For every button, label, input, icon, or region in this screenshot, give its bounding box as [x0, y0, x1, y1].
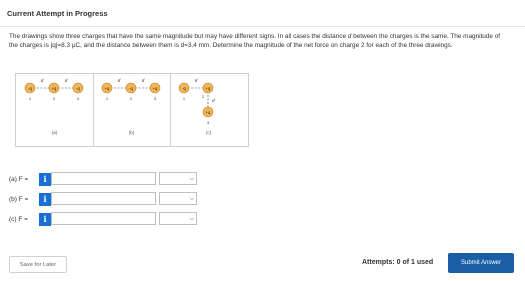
charge-label: +q	[51, 86, 57, 91]
charge-1-c	[179, 83, 189, 93]
panel-label: (c)	[205, 130, 212, 135]
distance-label: d	[117, 78, 121, 83]
attempts-status: Attempts: 0 of 1 used	[362, 259, 434, 266]
answer-label-b: (b) F =	[9, 196, 29, 203]
panel-a	[16, 74, 94, 146]
answer-row-a	[9, 172, 209, 187]
charge-number: 3	[206, 120, 210, 125]
panel-b	[93, 74, 171, 146]
panel-c	[170, 74, 247, 146]
charge-number: 2	[201, 94, 205, 99]
charge-label: +q	[205, 110, 211, 115]
charge-number: 1	[182, 96, 186, 101]
chevron-down-icon: ⌵	[189, 176, 194, 182]
charge-label: +q	[152, 86, 158, 91]
charge-2-b	[126, 83, 136, 93]
charge-label: +q	[104, 86, 110, 91]
distance-label: d	[40, 78, 44, 83]
answer-input-b[interactable]	[51, 192, 156, 205]
submit-answer-button[interactable]: Submit Answer	[448, 253, 514, 273]
question-text-part1: The drawings show three charges that have the same magnitude but may have different signs. In all cases the distance	[9, 33, 348, 40]
unit-select-a[interactable]	[159, 172, 197, 185]
panel-a-drawing	[16, 74, 93, 146]
charge-number: 2	[52, 96, 56, 101]
charge-2-a	[49, 83, 59, 93]
answer-row-b	[9, 192, 209, 207]
panel-b-drawing	[93, 74, 170, 146]
charge-label: -q	[129, 86, 133, 91]
save-for-later-button[interactable]: Save for Later	[9, 256, 67, 273]
charge-label: +q	[205, 86, 211, 91]
answer-label-c: (c) F =	[9, 216, 28, 223]
charge-label: -q	[76, 86, 80, 91]
question-text-part2: between the charges is the same. The magnitude of the charges is |q|=8.3 μC, and the distance between them is d=3.4 mm. Determine the magnitude of the net force on charge 2 for each of the three drawings.	[9, 33, 501, 49]
unit-select-b[interactable]	[159, 192, 197, 205]
question-text	[9, 33, 509, 50]
charge-number: 1	[105, 96, 109, 101]
charge-3-c	[203, 107, 213, 117]
chevron-down-icon: ⌵	[189, 216, 194, 222]
charge-number: 1	[28, 96, 32, 101]
info-icon[interactable]: i	[39, 173, 51, 186]
question-d-symbol: d	[347, 33, 352, 40]
distance-label: d	[194, 78, 198, 83]
panel-c-drawing	[170, 74, 247, 146]
charge-number: 2	[129, 96, 133, 101]
answer-input-c[interactable]	[51, 212, 156, 225]
panel-label: (a)	[51, 130, 58, 135]
answer-label-a: (a) F =	[9, 176, 29, 183]
unit-select-c[interactable]	[159, 212, 197, 225]
panel-label: (b)	[128, 130, 135, 135]
charge-label: -q	[28, 86, 32, 91]
charges-figure	[15, 73, 249, 147]
charge-3-b	[150, 83, 160, 93]
header-bar	[0, 0, 525, 27]
charge-label: -q	[182, 86, 186, 91]
page-title: Current Attempt in Progress	[7, 9, 108, 18]
charge-number: 3	[153, 96, 157, 101]
distance-label: d	[64, 78, 68, 83]
charge-1-a	[25, 83, 35, 93]
distance-label: d	[141, 78, 145, 83]
distance-label: d	[212, 98, 215, 103]
charge-3-a	[73, 83, 83, 93]
answer-row-c	[9, 212, 209, 227]
charge-2-c	[203, 83, 213, 93]
chevron-down-icon: ⌵	[189, 196, 194, 202]
info-icon[interactable]: i	[39, 213, 51, 226]
charge-number: 3	[76, 96, 80, 101]
answer-input-a[interactable]	[51, 172, 156, 185]
charge-1-b	[102, 83, 112, 93]
info-icon[interactable]: i	[39, 193, 51, 206]
